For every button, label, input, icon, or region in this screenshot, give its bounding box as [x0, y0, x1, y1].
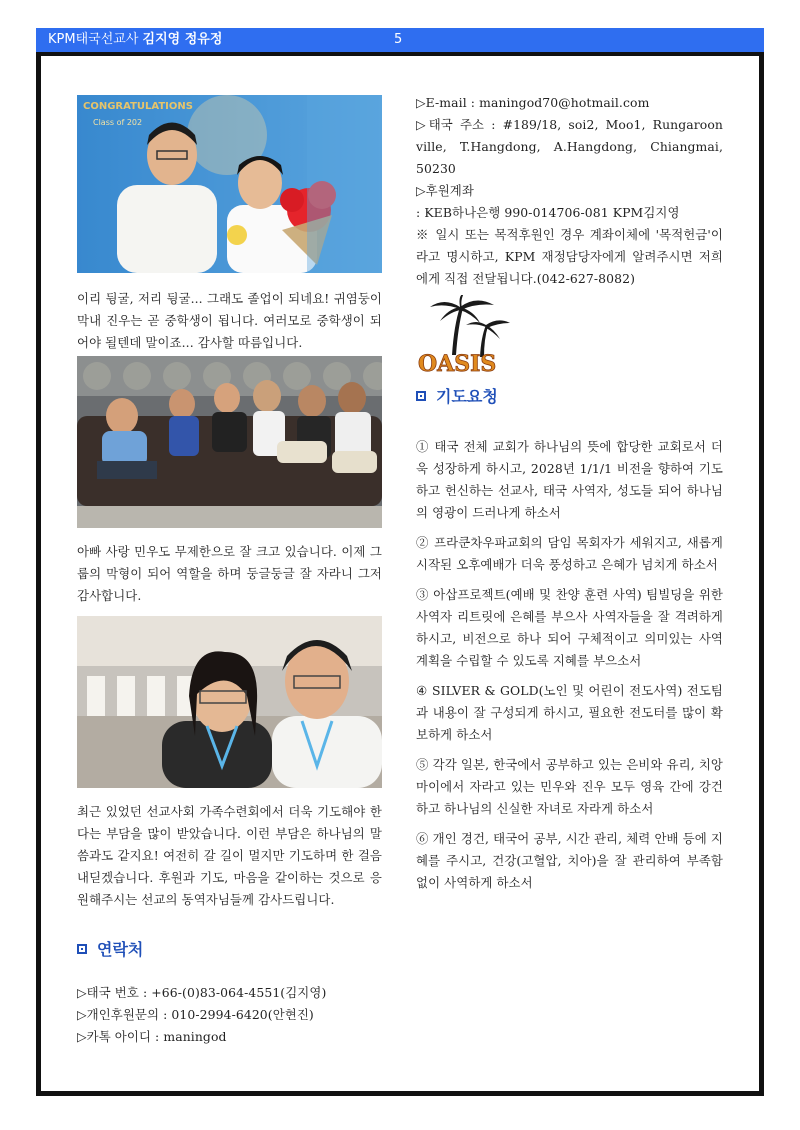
contact-support-phone: ▷개인후원문의 : 010-2994-6420(안현진)	[77, 1007, 314, 1022]
header-names: 김지영 정유정	[142, 32, 223, 47]
donation-note: ※ 일시 또는 목적후원인 경우 계좌이체에 '목적헌금'이라고 명시하고, KPM 재정담당자에게 알려주시면 저희에게 직접 전달됩니다.(042-627-8082)	[416, 227, 723, 286]
page-number: 5	[394, 32, 403, 47]
couple-photo	[77, 616, 382, 788]
prayer-item: ③ 아삽프로젝트(예배 및 찬양 훈련 사역) 팀빌딩을 위한 사역자 리트릿에 은혜를 부으사 사역자들을 잘 격려하게 하시고, 비전으로 하나 되어 구체적이고 의미있는 사역 계획을 수립할 수 있도록 지혜를 부으소서	[416, 587, 723, 668]
contact-list	[77, 982, 382, 1048]
prayer-section-title: 기도요청	[416, 384, 498, 407]
contact-thai-phone: ▷태국 번호 : +66-(0)83-064-4551(김지영)	[77, 985, 327, 1000]
square-bullet-icon	[77, 944, 87, 954]
prayer-item: ⑤ 각각 일본, 한국에서 공부하고 있는 은비와 유리, 치앙마이에서 자라고 있는 민우와 진우 모두 영육 간에 강건하고 하나님의 신실한 자녀로 자라게 하소서	[416, 757, 723, 816]
account-label: ▷후원계좌	[416, 183, 474, 198]
graduation-photo	[77, 95, 382, 273]
prayer-item: ⑥ 개인 경건, 태국어 공부, 시간 관리, 체력 안배 등에 지혜를 주시고, 건강(고혈압, 치아)을 잘 관리하여 부족함 없이 사역하게 하소서	[416, 831, 723, 890]
palm-tree-icon	[430, 295, 510, 357]
caption-minwoo: 아빠 사랑 민우도 무제한으로 잘 크고 있습니다. 이제 그룹의 막형이 되어 역할을 하며 둥글둥글 잘 자라니 그저 감사합니다.	[77, 544, 382, 603]
prayer-item: ② 프라쿤차우파교회의 담임 목회자가 세워지고, 새롭게 시작된 오후예배가 더욱 풍성하고 은혜가 넘치게 하소서	[416, 535, 723, 572]
class-text: Class of 202	[93, 118, 143, 127]
prayer-item: ① 태국 전체 교회가 하나님의 뜻에 합당한 교회로서 더욱 성장하게 하시고, 2028년 1/1/1 비전을 향하여 기도하고 헌신하는 선교사, 태국 사역자, 성도들 되어 하나님의 영광이 드러나게 하소서	[416, 439, 723, 520]
prayer-list	[416, 436, 723, 902]
header-bar	[36, 28, 764, 52]
oasis-logo	[414, 295, 514, 375]
address-value: #189/18, soi2, Moo1, Rungaroon ville, T.Hangdong, A.Hangdong, Chiangmai, 50230	[416, 117, 723, 176]
oasis-logo-text: OASIS	[418, 351, 497, 375]
email-line: ▷E-mail : maningod70@hotmail.com	[416, 95, 650, 110]
square-bullet-icon	[416, 391, 426, 401]
header-org: KPM태국선교사 김지영 정유정	[48, 32, 223, 47]
contact-info-block	[416, 92, 723, 290]
prayer-item: ④ SILVER & GOLD(노인 및 어린이 전도사역) 전도팀과 내용이 잘 구성되게 하시고, 필요한 전도터를 많이 확보하게 하소서	[416, 683, 723, 742]
kids-sofa-photo	[77, 356, 382, 528]
banner-text: CONGRATULATIONS	[83, 101, 193, 112]
caption-retreat: 최근 있었던 선교사회 가족수련회에서 더욱 기도해야 한다는 부담을 많이 받았습니다. 이런 부담은 하나님의 말씀과도 같지요! 여전히 갈 길이 멀지만 기도하며 한 걸음 내딛겠습니다. 후원과 기도, 마음을 같이하는 것으로 응원해주시는 선교의 동역자님들께 감사드립니다.	[77, 804, 382, 907]
account-line: : KEB하나은행 990-014706-081 KPM김지영	[416, 205, 680, 220]
caption-graduation: 이리 뒹굴, 저리 뒹굴... 그래도 졸업이 되네요! 귀염둥이 막내 진우는 곧 중학생이 됩니다. 여러모로 중학생이 되어야 될텐데 말이죠... 감사할 따름입니다.	[77, 291, 382, 350]
contact-kakao-id: ▷카톡 아이디 : maningod	[77, 1029, 227, 1044]
address-line: ▷태국 주소 : #189/18, soi2, Moo1, Rungaroon ville, T.Hangdong, A.Hangdong, Chiangmai, 50230	[416, 117, 723, 176]
contact-section-title: 연락처	[77, 937, 143, 960]
